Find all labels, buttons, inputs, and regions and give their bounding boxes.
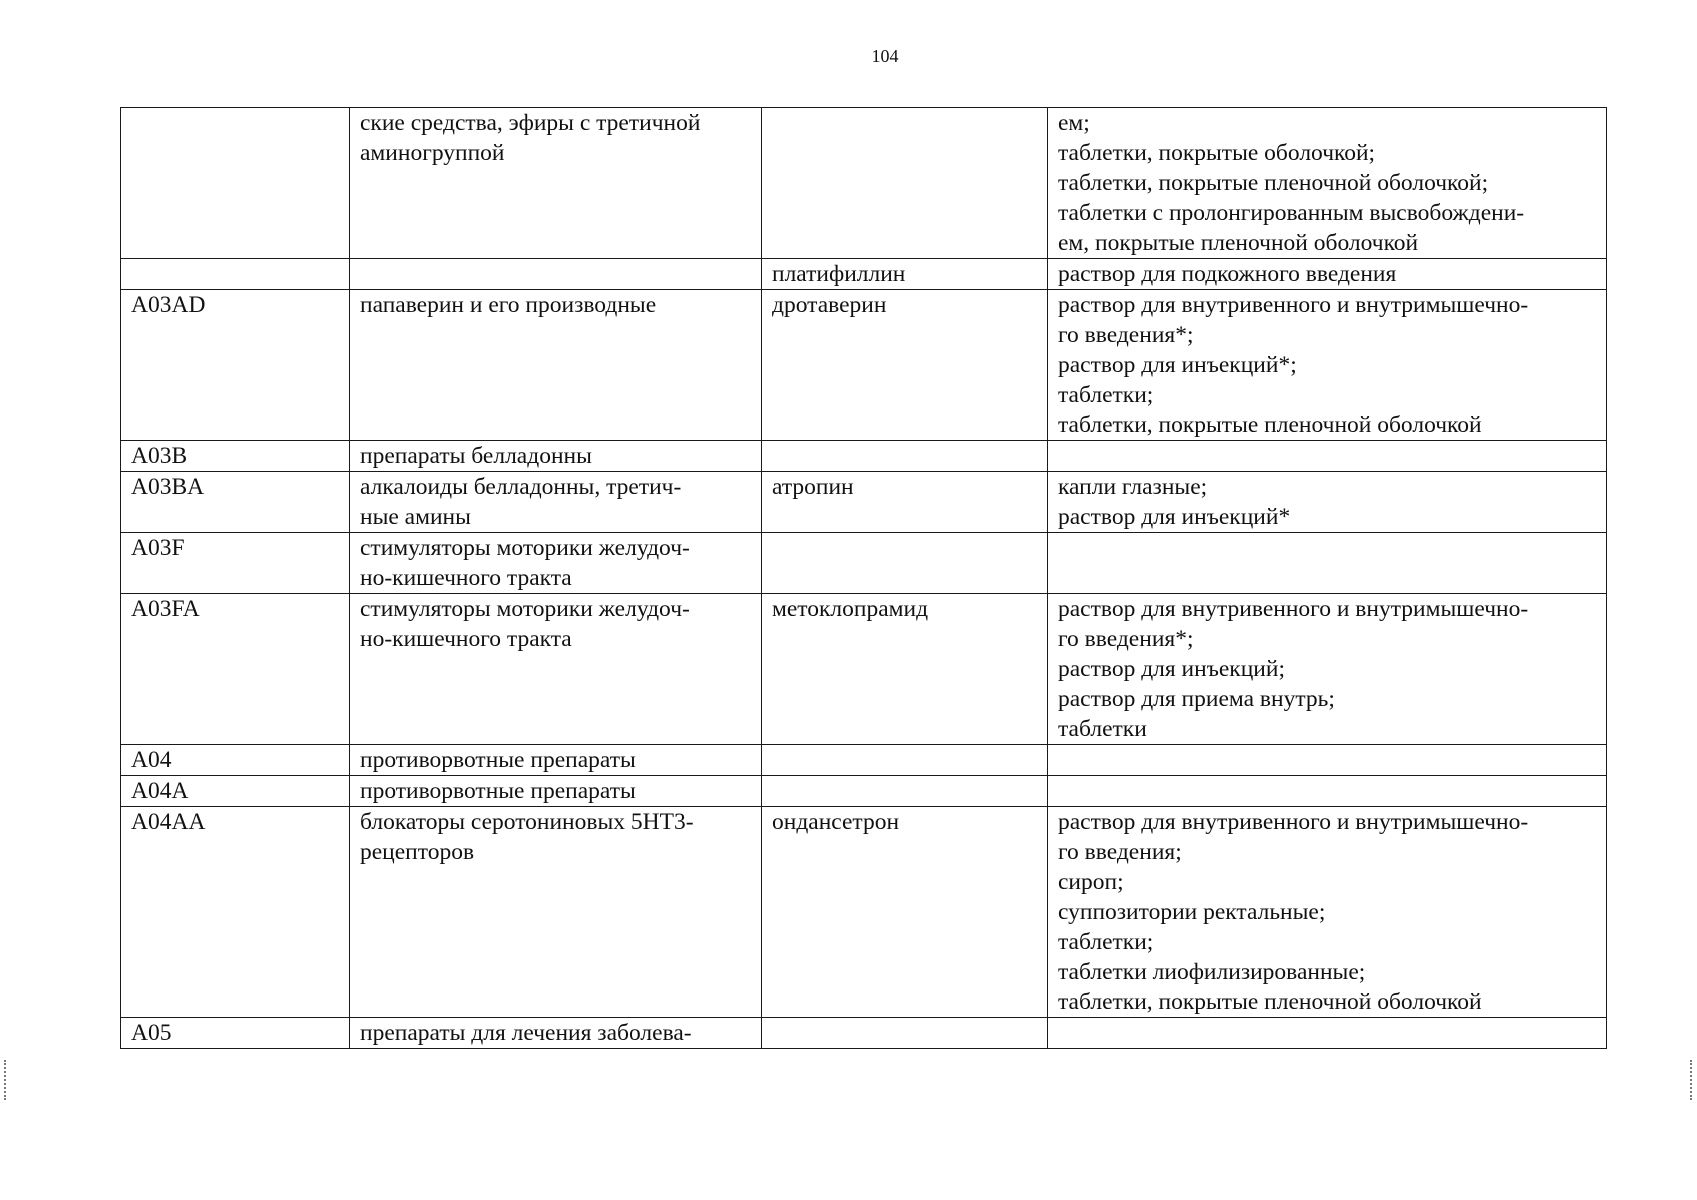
drug-name-cell xyxy=(762,745,1048,776)
dosage-forms-cell xyxy=(1048,259,1607,290)
scan-mark-right xyxy=(1690,1060,1694,1100)
anatomic-group-line: препараты белладонны xyxy=(360,443,592,469)
dosage-form-line: раствор для приема внутрь; xyxy=(1058,686,1335,712)
atc-code-cell xyxy=(121,1018,350,1049)
anatomic-group-cell xyxy=(350,259,762,290)
anatomic-group-line: противорвотные препараты xyxy=(360,747,636,773)
dosage-form-line: раствор для инъекций* xyxy=(1058,504,1291,530)
anatomic-group-line: стимуляторы моторики желудоч- xyxy=(360,596,690,622)
atc-code: A03FA xyxy=(131,596,200,622)
atc-code: A03B xyxy=(131,443,188,469)
anatomic-group-cell xyxy=(350,441,762,472)
dosage-form-line: раствор для внутривенного и внутримышечно- xyxy=(1058,809,1529,835)
dosage-forms-cell xyxy=(1048,108,1607,259)
atc-code-cell xyxy=(121,533,350,594)
drug-name xyxy=(772,776,1037,806)
dosage-form-line: ем; xyxy=(1058,110,1090,136)
drug-name-cell xyxy=(762,776,1048,807)
drug-name-cell xyxy=(762,1018,1048,1049)
dosage-form-line: таблетки, покрытые пленочной оболочкой xyxy=(1058,989,1482,1015)
atc-code-cell xyxy=(121,472,350,533)
dosage-forms-cell xyxy=(1048,776,1607,807)
anatomic-group-line: противорвотные препараты xyxy=(360,778,636,804)
table-row xyxy=(121,441,1607,472)
dosage-form-line: го введения*; xyxy=(1058,322,1194,348)
atc-code: A05 xyxy=(131,1020,172,1046)
scan-mark-left xyxy=(4,1060,8,1100)
atc-code xyxy=(131,259,339,289)
anatomic-group-cell xyxy=(350,290,762,441)
table-row xyxy=(121,776,1607,807)
drug-name-cell xyxy=(762,441,1048,472)
atc-code-cell xyxy=(121,259,350,290)
anatomic-group-line: аминогруппой xyxy=(360,140,505,166)
dosage-forms-cell xyxy=(1048,441,1607,472)
drug-name-cell xyxy=(762,472,1048,533)
anatomic-group-line: блокаторы серотониновых 5HT3- xyxy=(360,809,694,835)
anatomic-group-line: препараты для лечения заболева- xyxy=(360,1020,692,1046)
atc-code: A03AD xyxy=(131,292,206,318)
drug-name-cell xyxy=(762,807,1048,1018)
anatomic-group-line: но-кишечного тракта xyxy=(360,565,572,591)
drug-name: ондансетрон xyxy=(772,809,900,835)
dosage-forms-cell xyxy=(1048,1018,1607,1049)
atc-code-cell xyxy=(121,108,350,259)
atc-code-cell xyxy=(121,745,350,776)
table-row xyxy=(121,290,1607,441)
atc-code: A04AA xyxy=(131,809,206,835)
anatomic-group-line xyxy=(360,259,751,289)
atc-code-cell xyxy=(121,594,350,745)
anatomic-group-cell xyxy=(350,776,762,807)
drug-name-cell xyxy=(762,290,1048,441)
drug-name: платифиллин xyxy=(772,261,906,287)
table-row xyxy=(121,108,1607,259)
dosage-form-line: таблетки, покрытые оболочкой; xyxy=(1058,140,1376,166)
dosage-form-line: раствор для внутривенного и внутримышечно- xyxy=(1058,596,1529,622)
anatomic-group-cell xyxy=(350,807,762,1018)
table-row xyxy=(121,259,1607,290)
anatomic-group-line: алкалоиды белладонны, третич- xyxy=(360,474,682,500)
table-row xyxy=(121,1018,1607,1049)
drug-name xyxy=(772,745,1037,775)
anatomic-group-line: стимуляторы моторики желудоч- xyxy=(360,535,690,561)
dosage-form-line: раствор для инъекций*; xyxy=(1058,352,1297,378)
drug-name-cell xyxy=(762,594,1048,745)
dosage-forms-cell xyxy=(1048,533,1607,594)
drug-name xyxy=(772,1018,1037,1048)
dosage-form-line xyxy=(1058,745,1596,775)
anatomic-group-cell xyxy=(350,594,762,745)
anatomic-group-line: ские средства, эфиры с третичной xyxy=(360,110,701,136)
anatomic-group-cell xyxy=(350,472,762,533)
dosage-form-line xyxy=(1058,776,1596,806)
dosage-forms-cell xyxy=(1048,594,1607,745)
anatomic-group-cell xyxy=(350,745,762,776)
table-row xyxy=(121,807,1607,1018)
anatomic-group-cell xyxy=(350,533,762,594)
dosage-form-line: таблетки, покрытые пленочной оболочкой; xyxy=(1058,170,1489,196)
dosage-forms-cell xyxy=(1048,745,1607,776)
atc-code: A03F xyxy=(131,535,185,561)
drug-name xyxy=(772,441,1037,471)
dosage-form-line: сироп; xyxy=(1058,869,1124,895)
drug-name xyxy=(772,533,1037,563)
dosage-forms-cell xyxy=(1048,807,1607,1018)
dosage-form-line: таблетки лиофилизированные; xyxy=(1058,959,1366,985)
page-number: 104 xyxy=(871,46,899,66)
atc-code: A04A xyxy=(131,778,189,804)
dosage-form-line xyxy=(1058,533,1596,563)
dosage-form-line: таблетки xyxy=(1058,716,1147,742)
drug-name-cell xyxy=(762,259,1048,290)
dosage-form-line: ем, покрытые пленочной оболочкой xyxy=(1058,230,1419,256)
table-row xyxy=(121,594,1607,745)
atc-code: A03BA xyxy=(131,474,205,500)
table-body xyxy=(121,108,1607,1049)
dosage-form-line: таблетки; xyxy=(1058,929,1154,955)
drug-name-cell xyxy=(762,533,1048,594)
dosage-form-line: го введения*; xyxy=(1058,626,1194,652)
anatomic-group-line: папаверин и его производные xyxy=(360,292,657,318)
table-row xyxy=(121,745,1607,776)
atc-code-cell xyxy=(121,441,350,472)
drug-name-cell xyxy=(762,108,1048,259)
dosage-form-line: таблетки с пролонгированным высвобождени- xyxy=(1058,200,1525,226)
anatomic-group-line: рецепторов xyxy=(360,839,475,865)
dosage-form-line: таблетки, покрытые пленочной оболочкой xyxy=(1058,412,1482,438)
drug-name: дротаверин xyxy=(772,292,887,318)
atc-code-cell xyxy=(121,776,350,807)
atc-code-cell xyxy=(121,290,350,441)
dosage-form-line: го введения; xyxy=(1058,839,1182,865)
dosage-form-line: раствор для подкожного введения xyxy=(1058,261,1397,287)
dosage-form-line xyxy=(1058,1018,1596,1048)
dosage-form-line: суппозитории ректальные; xyxy=(1058,899,1326,925)
anatomic-group-cell xyxy=(350,108,762,259)
drug-name: метоклопрамид xyxy=(772,596,929,622)
dosage-form-line xyxy=(1058,441,1596,471)
drug-name: атропин xyxy=(772,474,854,500)
drug-name xyxy=(772,108,1037,138)
anatomic-group-line: но-кишечного тракта xyxy=(360,626,572,652)
dosage-forms-cell xyxy=(1048,472,1607,533)
dosage-form-line: раствор для внутривенного и внутримышечно- xyxy=(1058,292,1529,318)
dosage-form-line: таблетки; xyxy=(1058,382,1154,408)
table-row xyxy=(121,533,1607,594)
dosage-form-line: капли глазные; xyxy=(1058,474,1208,500)
anatomic-group-line: ные амины xyxy=(360,504,471,530)
dosage-forms-cell xyxy=(1048,290,1607,441)
atc-code-cell xyxy=(121,807,350,1018)
anatomic-group-cell xyxy=(350,1018,762,1049)
atc-code: A04 xyxy=(131,747,172,773)
atc-code xyxy=(131,108,339,138)
dosage-form-line: раствор для инъекций; xyxy=(1058,656,1285,682)
table-row xyxy=(121,472,1607,533)
drug-table xyxy=(120,107,1607,1049)
